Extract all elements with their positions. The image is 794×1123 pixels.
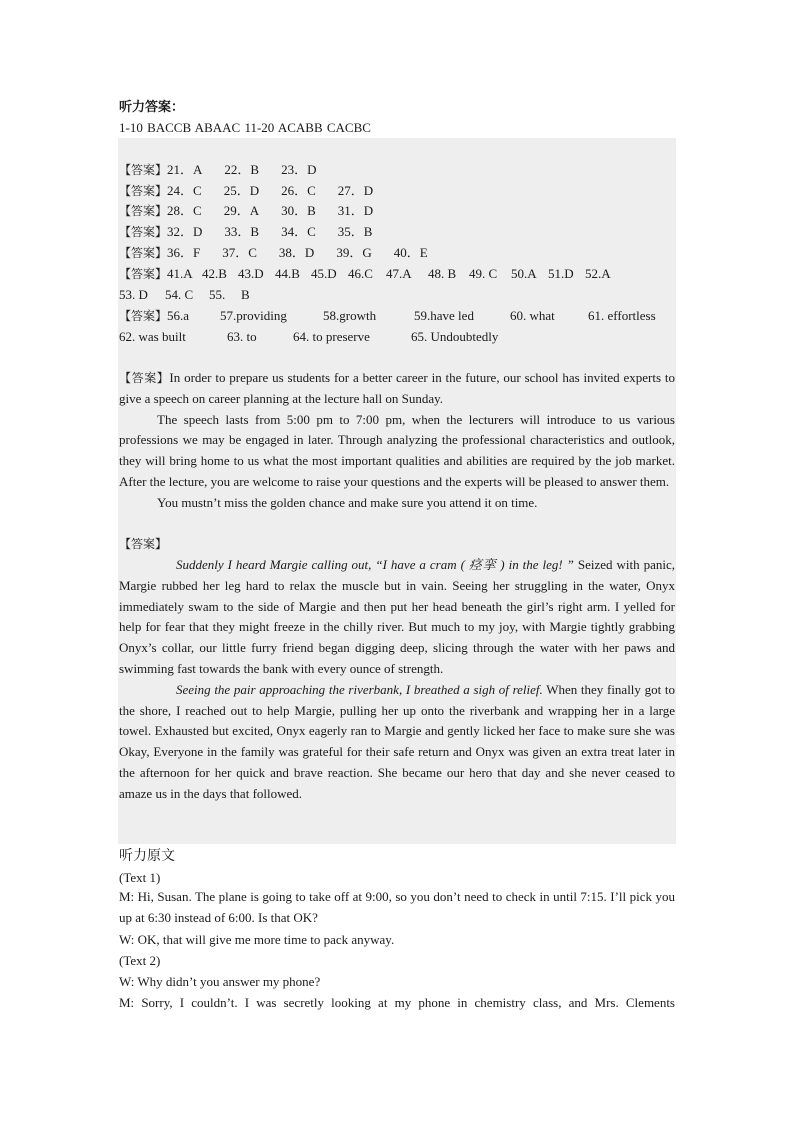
transcript-heading: 听力原文	[119, 849, 175, 864]
answer-item: 40．E	[393, 245, 428, 260]
listening-answers-line: 1-10 BACCB ABAAC 11-20 ACABB CACBC	[119, 120, 371, 135]
answer-item: 27．D	[337, 183, 374, 198]
text1-man-line: M: Hi, Susan. The plane is going to take off at 9:00, so you don’t need to check in until 7:15. I’ll pick you up at 6:30 instead of 6:00. Is that OK?	[119, 889, 675, 925]
answer-item: 26．C	[281, 183, 316, 198]
answer-item: 58.growth	[323, 308, 377, 323]
answer-item: 56.a	[167, 308, 190, 323]
answer-item: 59.have led	[414, 308, 474, 323]
answer-item: 45.D	[311, 266, 337, 281]
answer-label: 【答案】	[119, 163, 168, 177]
writing-two-label-line	[119, 533, 675, 555]
answer-item: 36．F	[167, 245, 201, 260]
answer-row-6	[119, 263, 675, 285]
text2-man-line: M: Sorry, I couldn’t. I was secretly looking at my phone in chemistry class, and Mrs. Clements	[119, 995, 675, 1010]
text2-label: (Text 2)	[119, 953, 161, 968]
answer-row-2	[119, 180, 675, 202]
answer-item: 30．B	[281, 203, 316, 218]
answer-label: 【答案】	[119, 204, 168, 218]
answer-item: 31．D	[337, 203, 374, 218]
answer-item: 62. was built	[119, 329, 186, 344]
answer-item: 29．A	[223, 203, 260, 218]
text1-woman-line: W: OK, that will give me more time to pack anyway.	[119, 932, 395, 947]
answer-item: 24．C	[167, 183, 202, 198]
text2-woman-line: W: Why didn’t you answer my phone?	[119, 974, 321, 989]
answer-item: 50.A	[511, 266, 537, 281]
writing-one	[119, 368, 675, 514]
answer-item: 61. effortless	[588, 308, 656, 323]
answer-item: 34．C	[281, 224, 316, 239]
answer-item: 42.B	[202, 266, 227, 281]
answer-label: 【答案】	[119, 371, 170, 385]
answer-item: 33．B	[224, 224, 260, 239]
answer-item: 49. C	[469, 266, 498, 281]
answer-item: B	[241, 287, 250, 302]
answer-label: 【答案】	[119, 309, 168, 323]
answer-item: 28．C	[167, 203, 202, 218]
answer-item: 23．D	[281, 162, 317, 177]
writing-two-p2-opening: Seeing the pair approaching the riverbank, I breathed a sigh of relief.	[176, 681, 543, 697]
answer-item: 41.A	[167, 266, 193, 281]
answer-item: 46.C	[348, 266, 373, 281]
writing-one-third-paragraph: You mustn’t miss the golden chance and make sure you attend it on time.	[157, 494, 538, 510]
answer-row-9	[119, 326, 675, 347]
answer-item: 21．A	[167, 162, 203, 177]
writing-two-p1-body: Seized with panic, Margie rubbed her leg hard to relax the muscle but in vain. Seeing her struggling in the water, Onyx immediately swam to the side of Margie and then put her head beneath the girl’s right arm. I yelled for help for fear that they might freeze in the chilly river. But much to my joy, with Margie tightly grabbing Onyx’s collar, our little furry friend began digging deep, slicing through the water with her paws and swimming fast towards the bank with every ounce of strength.	[119, 557, 675, 676]
answer-label: 【答案】	[119, 267, 168, 281]
answer-row-3	[119, 200, 675, 222]
answer-item: 43.D	[238, 266, 264, 281]
answer-item: 47.A	[386, 266, 412, 281]
answer-label: 【答案】	[119, 184, 168, 198]
answer-row-8	[119, 305, 675, 327]
answer-item: 25．D	[223, 183, 260, 198]
answer-item: 38．D	[278, 245, 315, 260]
answer-item: 53. D	[119, 287, 148, 302]
answer-row-4	[119, 221, 675, 243]
writing-one-first-paragraph: In order to prepare us students for a better career in the future, our school has invited experts to give a speech on career planning at the lecture hall on Sunday.	[119, 370, 675, 406]
answer-item: 52.A	[585, 266, 611, 281]
writing-two	[119, 555, 675, 805]
answer-row-7	[119, 284, 675, 305]
answer-item: 48. B	[428, 266, 457, 281]
writing-one-second-paragraph: The speech lasts from 5:00 pm to 7:00 pm, when the lecturers will introduce to us various professions we may be engaged in later. Through analyzing the professional characteristics and outlook, they will bring home to us what the most important qualities and abilities are required by the job market. After the lecture, you are welcome to raise your questions and the experts will be pleased to answer them.	[119, 411, 675, 489]
answer-item: 60. what	[510, 308, 555, 323]
answer-label: 【答案】	[119, 537, 168, 551]
answer-item: 39．G	[336, 245, 372, 260]
answer-item: 63. to	[227, 329, 257, 344]
answer-item: 57.providing	[220, 308, 287, 323]
answer-item: 64. to preserve	[293, 329, 370, 344]
answer-item: 51.D	[548, 266, 574, 281]
answer-item: 55.	[209, 287, 226, 302]
listening-answers-heading: 听力答案：	[119, 99, 185, 114]
text1-label: (Text 1)	[119, 870, 161, 885]
answer-row-1	[119, 159, 675, 181]
answer-item: 22．B	[224, 162, 260, 177]
answer-item: 65. Undoubtedly	[411, 329, 499, 344]
answer-item: 37．C	[222, 245, 257, 260]
writing-two-p1-opening: Suddenly I heard Margie calling out, “I have a cram ( 痉挛 ) in the leg! ”	[176, 557, 574, 572]
answer-row-5	[119, 242, 675, 264]
writing-two-p2-body: When they finally got to the shore, I reached out to help Margie, pulling her up onto the riverbank and wrapping her in a large towel. Exhausted but excited, Onyx eagerly ran to Margie and gently licked her face to make sure she was Okay, Everyone in the family was grateful for their safe return and Onyx was given an extra treat later in the afternoon for her quick and brave reaction. She became our hero that day and she never ceased to amaze us in the days that followed.	[119, 681, 675, 801]
answer-item: 44.B	[275, 266, 300, 281]
answer-item: 54. C	[165, 287, 194, 302]
answer-item: 35．B	[337, 224, 373, 239]
answer-item: 32．D	[167, 224, 203, 239]
answer-label: 【答案】	[119, 246, 168, 260]
answer-label: 【答案】	[119, 225, 168, 239]
